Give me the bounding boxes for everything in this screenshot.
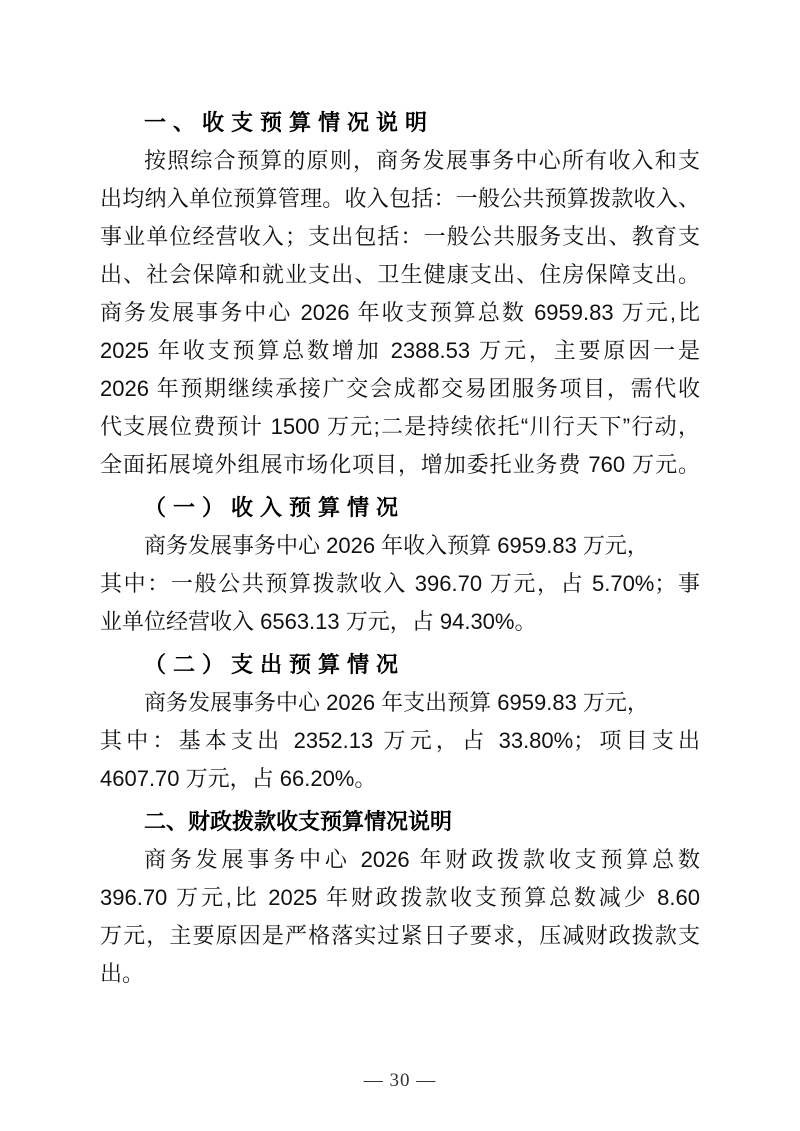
text-line: 业单位经营收入 6563.13 万元，占 94.30%。 xyxy=(100,609,537,634)
text-line: 商务发展事务中心 2026 年财政拨款收支预算总数 xyxy=(144,847,700,872)
heading-budget-overview: 一、收支预算情况说明 xyxy=(144,110,435,135)
text-line: 商务发展事务中心 2026 年收支预算总数 6959.83 万元,比 xyxy=(100,300,700,325)
text-line: 2026 年预期继续承接广交会成都交易团服务项目，需代收 xyxy=(100,376,700,401)
text-line: 其中：一般公共预算拨款收入 396.70 万元，占 5.70%；事 xyxy=(100,571,700,596)
document-content xyxy=(100,0,700,993)
heading-fiscal-appropriation: 二、财政拨款收支预算情况说明 xyxy=(144,809,453,834)
text-line: 商务发展事务中心 2026 年支出预算 6959.83 万元， xyxy=(144,690,649,715)
text-line: 396.70 万元,比 2025 年财政拨款收支预算总数减少 8.60 xyxy=(100,885,700,910)
text-line: 出、社会保障和就业支出、卫生健康支出、住房保障支出。 xyxy=(100,262,700,287)
paragraph-expenditure-budget xyxy=(100,684,700,798)
page-number: — 30 — xyxy=(363,1070,437,1091)
paragraph-budget-overview xyxy=(100,142,700,484)
heading-expenditure-budget: （二）支出预算情况 xyxy=(144,652,406,677)
text-line: 其中：基本支出 2352.13 万元，占 33.80%；项目支出 xyxy=(100,728,700,753)
text-line: 商务发展事务中心 2026 年收入预算 6959.83 万元， xyxy=(144,533,649,558)
paragraph-income-budget xyxy=(100,527,700,641)
heading-income-budget: （一）收入预算情况 xyxy=(144,495,406,520)
text-line: 全面拓展境外组展市场化项目，增加委托业务费 760 万元。 xyxy=(100,452,700,477)
paragraph-fiscal-appropriation xyxy=(100,841,700,993)
text-line: 2025 年收支预算总数增加 2388.53 万元，主要原因一是 xyxy=(100,338,700,363)
text-line: 4607.70 万元，占 66.20%。 xyxy=(100,766,377,791)
text-line: 代支展位费预计 1500 万元;二是持续依托“川行天下”行动， xyxy=(100,414,700,439)
text-line: 事业单位经营收入；支出包括：一般公共服务支出、教育支 xyxy=(100,224,700,249)
text-line: 按照综合预算的原则，商务发展事务中心所有收入和支 xyxy=(144,148,700,173)
text-line: 出均纳入单位预算管理。收入包括：一般公共预算拨款收入、 xyxy=(100,186,700,211)
text-line: 万元，主要原因是严格落实过紧日子要求，压减财政拨款支 xyxy=(100,923,700,948)
text-line: 出。 xyxy=(100,961,145,986)
